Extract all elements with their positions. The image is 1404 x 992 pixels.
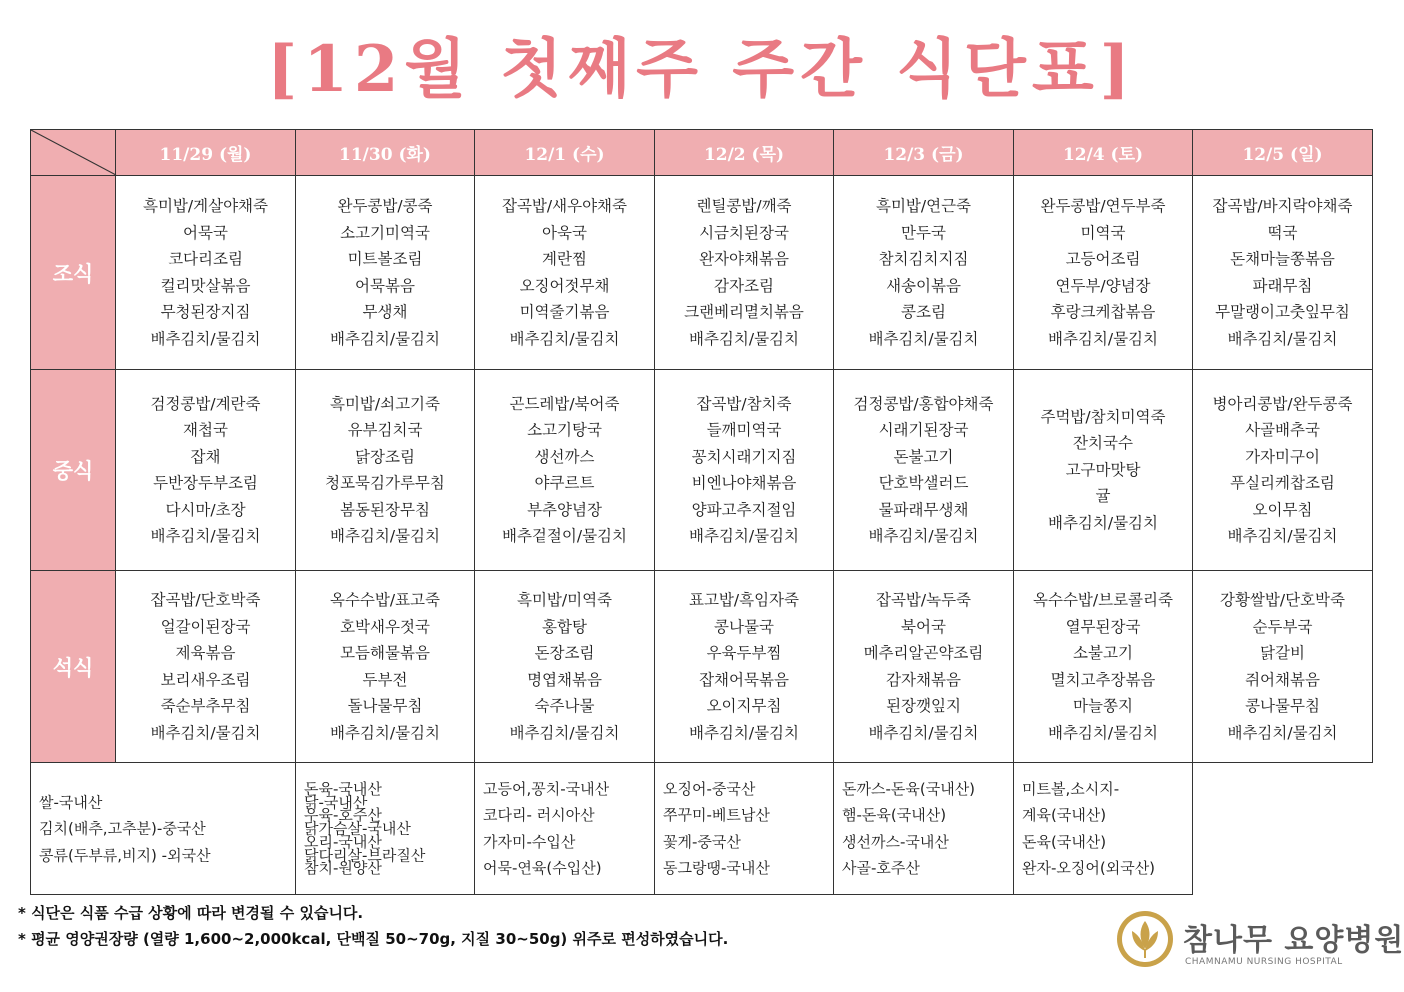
- origin-item: 어묵-연육(수입산): [483, 859, 602, 877]
- menu-cell: [296, 571, 475, 763]
- menu-cell: [475, 370, 655, 571]
- origin-item: 쭈꾸미-베트남산: [663, 806, 770, 824]
- diagonal-line: [31, 130, 116, 175]
- menu-item: 단호박샐러드: [878, 474, 969, 492]
- origin-item: 닭가슴살-국내산: [304, 819, 411, 838]
- origin-item: 고등어,꽁치-국내산: [483, 779, 610, 798]
- menu-item: 배추김치/물김치: [329, 329, 441, 348]
- menu-item: 잡곡밥/바지락야채죽: [1212, 197, 1353, 215]
- origin-item: 꽃게-중국산: [663, 832, 741, 851]
- origin-item: 쌀-국내산: [39, 792, 103, 811]
- menu-item: 흑미밥/연근죽: [875, 197, 972, 215]
- menu-item: 배추김치/물김치: [688, 527, 800, 545]
- menu-item: 오이무침: [1252, 500, 1313, 519]
- menu-item: 콩조림: [901, 303, 946, 321]
- menu-item: 완두콩밥/연두부죽: [1040, 197, 1166, 215]
- menu-item: 들깨미역국: [706, 421, 782, 439]
- day-header: 12/2 (목): [655, 130, 834, 176]
- menu-item: 참치김치지짐: [878, 250, 969, 268]
- menu-item: 배추김치/물김치: [868, 527, 979, 545]
- menu-item: 배추김치/물김치: [329, 723, 441, 742]
- menu-item: 어묵볶음: [355, 276, 415, 295]
- menu-item: 죽순부추무침: [160, 697, 251, 715]
- menu-item: 보리새우조림: [160, 670, 251, 689]
- menu-item: 고구마맛탕: [1065, 460, 1141, 479]
- menu-item: 검정콩밥/계란죽: [150, 394, 261, 413]
- menu-item: 가자미구이: [1245, 447, 1320, 466]
- origin-cell-fish: [475, 763, 655, 895]
- origin-cell-misc: [1014, 763, 1193, 895]
- hospital-name: 참나무 요양병원: [1183, 923, 1404, 958]
- menu-item: 얼갈이된장국: [160, 617, 251, 636]
- menu-item: 배추김치/물김치: [1047, 513, 1159, 532]
- menu-cell: [1193, 571, 1373, 763]
- menu-item: 배추김치/물김치: [1047, 723, 1159, 742]
- menu-item: 부추양념장: [527, 500, 602, 519]
- menu-item: 마늘쫑지: [1073, 697, 1133, 715]
- menu-item: 잡곡밥/새우야채죽: [501, 197, 627, 215]
- header-row: [31, 130, 1373, 176]
- origin-item: 돈육(국내산): [1022, 832, 1107, 851]
- menu-item: 완두콩밥/콩죽: [337, 197, 433, 215]
- origin-item: 햄-돈육(국내산): [842, 806, 947, 824]
- menu-item: 무생채: [362, 303, 408, 321]
- menu-item: 코다리조림: [168, 250, 243, 268]
- menu-item: 떡국: [1267, 223, 1298, 242]
- origin-item: 돈육-국내산: [304, 779, 382, 798]
- menu-item: 호박새우젓국: [340, 617, 430, 636]
- menu-cell: [1014, 176, 1193, 370]
- meal-row-breakfast: [31, 176, 1373, 370]
- menu-item: 아욱국: [542, 223, 587, 242]
- weekly-menu-table: [30, 129, 1373, 895]
- hospital-logo: [1115, 907, 1404, 977]
- origin-item: 코다리- 러시아산: [483, 806, 595, 824]
- menu-cell: [834, 370, 1014, 571]
- meal-row-lunch: [31, 370, 1373, 571]
- footnote: * 식단은 식품 수급 상황에 따라 변경될 수 있습니다.: [18, 904, 364, 922]
- menu-item: 푸실리케찹조림: [1230, 474, 1335, 492]
- menu-item: 곤드레밥/북어죽: [509, 394, 620, 413]
- menu-item: 흑미밥/쇠고기죽: [329, 394, 441, 413]
- menu-item: 소고기탕국: [527, 421, 602, 439]
- origin-item: 참치-원양산: [304, 859, 382, 877]
- menu-cell: [1014, 571, 1193, 763]
- meal-row-dinner: [31, 571, 1373, 763]
- menu-item: 돈불고기: [893, 447, 954, 466]
- menu-item: 검정콩밥/홍합야채죽: [853, 394, 994, 413]
- day-header: 12/5 (일): [1193, 130, 1373, 176]
- day-header: 12/3 (금): [834, 130, 1014, 176]
- menu-cell: [655, 176, 834, 370]
- day-header: 12/1 (수): [475, 130, 655, 176]
- origin-list-chicken: [304, 789, 425, 869]
- menu-item: 닭갈비: [1260, 644, 1305, 662]
- menu-item: 소불고기: [1073, 644, 1133, 662]
- menu-cell: [834, 571, 1014, 763]
- menu-item: 배추김치/물김치: [1047, 329, 1159, 348]
- menu-cell: [655, 370, 834, 571]
- footnotes: [18, 900, 728, 952]
- origin-item: 생선까스-국내산: [842, 832, 949, 851]
- menu-item: 잡채: [190, 447, 221, 466]
- menu-item: 강황쌀밥/단호박죽: [1219, 591, 1345, 609]
- menu-item: 병아리콩밥/완두콩죽: [1212, 394, 1353, 413]
- menu-item: 배추김치/물김치: [150, 329, 261, 348]
- menu-item: 귤: [1095, 487, 1111, 506]
- menu-item: 무말랭이고춧잎무침: [1215, 303, 1350, 321]
- origin-item: 동그랑땡-국내산: [663, 859, 770, 877]
- menu-item: 후랑크케찹볶음: [1050, 303, 1156, 321]
- menu-item: 배추김치/물김치: [509, 723, 620, 742]
- menu-item: 열무된장국: [1065, 617, 1141, 636]
- menu-item: 배추겉절이/물김치: [501, 527, 627, 545]
- origin-item: 우육-호주산: [304, 806, 382, 824]
- day-header: 12/4 (토): [1014, 130, 1193, 176]
- menu-cell: [475, 176, 655, 370]
- menu-cell: [116, 571, 296, 763]
- menu-item: 배추김치/물김치: [1227, 527, 1338, 545]
- footnote: * 평균 영양권장량 (열량 1,600~2,000kcal, 단백질 50~70g, 지질 30~50g) 위주로 편성하였습니다.: [18, 930, 729, 948]
- day-header: 11/30 (화): [296, 130, 475, 176]
- origin-item: 완자-오징어(외국산): [1022, 859, 1156, 877]
- menu-item: 메추리알곤약조림: [863, 644, 984, 662]
- menu-item: 두반장두부조림: [153, 474, 258, 492]
- menu-item: 다시마/초장: [165, 500, 246, 519]
- origin-item: 미트볼,소시지-: [1022, 779, 1120, 798]
- menu-item: 미역줄기볶음: [519, 303, 610, 321]
- menu-item: 오징어젓무채: [519, 276, 610, 295]
- menu-item: 잡곡밥/참치죽: [696, 394, 792, 413]
- meal-label: 석식: [31, 571, 116, 763]
- menu-item: 파래무침: [1252, 276, 1313, 295]
- menu-item: 배추김치/물김치: [868, 723, 979, 742]
- menu-cell: [834, 176, 1014, 370]
- leaf-emblem-icon: [1115, 909, 1175, 969]
- menu-item: 사골배추국: [1245, 421, 1320, 439]
- menu-item: 렌틸콩밥/깨죽: [696, 197, 792, 215]
- menu-item: 명엽채볶음: [527, 670, 602, 689]
- origin-list-grain: [39, 789, 211, 869]
- menu-item: 완자야채볶음: [699, 250, 789, 268]
- menu-item: 멸치고추장볶음: [1050, 670, 1156, 689]
- menu-item: 잡채어묵볶음: [699, 670, 789, 689]
- menu-cell: [1193, 176, 1373, 370]
- menu-item: 만두국: [901, 223, 946, 242]
- menu-cell: [116, 176, 296, 370]
- day-header: 11/29 (월): [116, 130, 296, 176]
- menu-cell: [1014, 370, 1193, 571]
- menu-item: 배추김치/물김치: [150, 527, 261, 545]
- menu-item: 북어국: [901, 617, 946, 636]
- menu-item: 잡곡밥/녹두죽: [875, 591, 972, 609]
- menu-item: 옥수수밥/브로콜리죽: [1033, 591, 1173, 609]
- page-title: [12월 첫째주 주간 식단표]: [267, 32, 1136, 107]
- origin-item: 계육(국내산): [1022, 806, 1107, 824]
- menu-item: 두부전: [362, 670, 408, 689]
- menu-item: 고등어조림: [1065, 250, 1141, 268]
- menu-item: 생선까스: [534, 447, 595, 466]
- origin-item: 오징어-중국산: [663, 779, 756, 798]
- menu-cell: [296, 176, 475, 370]
- menu-item: 청포묵김가루무침: [325, 474, 445, 492]
- menu-item: 연두부/양념장: [1055, 276, 1151, 295]
- menu-cell: [1193, 370, 1373, 571]
- menu-item: 제육볶음: [175, 644, 236, 662]
- menu-item: 숙주나물: [534, 697, 595, 715]
- menu-item: 우육두부찜: [706, 644, 782, 662]
- menu-item: 홍합탕: [542, 617, 587, 636]
- menu-item: 배추김치/물김치: [688, 329, 800, 348]
- menu-item: 배추김치/물김치: [329, 527, 441, 545]
- menu-item: 잡곡밥/단호박죽: [150, 591, 261, 609]
- origin-item: 닭-국내산: [304, 792, 368, 811]
- menu-item: 새송이볶음: [886, 276, 961, 295]
- origin-item: 김치(배추,고추분)-중국산: [39, 819, 206, 838]
- menu-cell: [296, 370, 475, 571]
- origin-cell-seafood: [655, 763, 834, 895]
- menu-item: 배추김치/물김치: [1227, 329, 1338, 348]
- menu-item: 야쿠르트: [534, 474, 595, 492]
- menu-item: 시래기된장국: [878, 421, 969, 439]
- hospital-subtitle: CHAMNAMU NURSING HOSPITAL: [1185, 957, 1343, 967]
- menu-item: 배추김치/물김치: [509, 329, 620, 348]
- menu-item: 닭장조림: [355, 447, 415, 466]
- menu-item: 잔치국수: [1073, 434, 1133, 453]
- origin-item: 닭다리살-브라질산: [304, 845, 426, 864]
- menu-item: 유부김치국: [347, 421, 423, 439]
- menu-item: 미역국: [1080, 223, 1126, 242]
- menu-item: 순두부국: [1252, 617, 1313, 636]
- menu-item: 양파고추지절임: [691, 500, 797, 519]
- menu-item: 흑미밥/게살야채죽: [142, 197, 268, 215]
- menu-item: 배추김치/물김치: [688, 723, 800, 742]
- origin-item: 사골-호주산: [842, 859, 920, 877]
- origin-item: 가자미-수입산: [483, 832, 576, 851]
- menu-item: 봄동된장무침: [340, 500, 430, 519]
- origin-item: 오리-국내산: [304, 832, 382, 851]
- menu-item: 배추김치/물김치: [150, 723, 261, 742]
- menu-item: 옥수수밥/표고죽: [329, 591, 441, 609]
- menu-item: 미트볼조림: [347, 250, 423, 268]
- menu-item: 감자조림: [714, 276, 774, 295]
- meal-label: 중식: [31, 370, 116, 571]
- menu-item: 무청된장지짐: [160, 303, 251, 321]
- menu-cell: [655, 571, 834, 763]
- menu-item: 돈채마늘쫑볶음: [1230, 250, 1335, 268]
- menu-item: 쥐어채볶음: [1245, 670, 1320, 689]
- origin-item: 콩류(두부류,비지) -외국산: [39, 845, 211, 864]
- meal-label: 조식: [31, 176, 116, 370]
- menu-item: 배추김치/물김치: [1227, 723, 1338, 742]
- origin-item: 돈까스-돈육(국내산): [842, 779, 976, 798]
- menu-cell: [116, 370, 296, 571]
- origin-cell-processed: [834, 763, 1014, 895]
- menu-item: 비엔나야채볶음: [691, 474, 797, 492]
- menu-cell: [475, 571, 655, 763]
- menu-item: 된장깻잎지: [886, 697, 961, 715]
- menu-item: 오이지무침: [706, 697, 782, 715]
- menu-item: 흑미밥/미역죽: [516, 591, 613, 609]
- menu-item: 배추김치/물김치: [868, 329, 979, 348]
- menu-item: 감자채볶음: [886, 670, 961, 689]
- origin-row: [31, 763, 1373, 895]
- menu-item: 시금치된장국: [699, 223, 789, 242]
- menu-item: 돌나물무침: [347, 697, 423, 715]
- menu-item: 재첩국: [183, 421, 228, 439]
- menu-item: 크랜베리멸치볶음: [684, 303, 804, 321]
- menu-item: 소고기미역국: [340, 223, 430, 242]
- menu-item: 물파래무생채: [878, 500, 969, 519]
- menu-item: 어묵국: [183, 223, 228, 242]
- menu-item: 계란찜: [542, 250, 587, 268]
- menu-item: 돈장조림: [534, 644, 595, 662]
- menu-item: 꽁치시래기지짐: [691, 447, 797, 466]
- menu-item: 콩나물무침: [1245, 697, 1320, 715]
- menu-item: 표고밥/흑임자죽: [688, 591, 800, 609]
- menu-item: 콩나물국: [714, 617, 774, 636]
- menu-item: 컬리맛살볶음: [160, 276, 251, 295]
- menu-item: 주먹밥/참치미역죽: [1040, 407, 1166, 426]
- menu-item: 모듬해물볶음: [340, 644, 430, 662]
- corner-cell: [31, 130, 116, 176]
